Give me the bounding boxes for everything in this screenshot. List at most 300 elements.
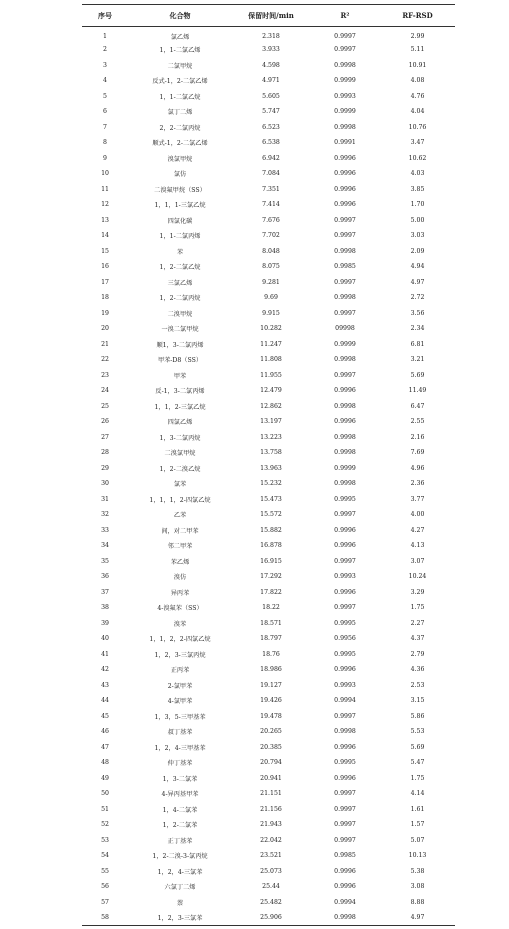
- table-row: [82, 554, 455, 570]
- cell-rf-rsd: 2.09: [410, 247, 425, 255]
- cell-index: 1: [103, 33, 107, 40]
- cell-r-squared: 0.9996: [334, 743, 356, 751]
- cell-retention-time: 6.942: [262, 154, 280, 162]
- table-row: [82, 616, 455, 632]
- cell-rf-rsd: 10.76: [408, 123, 427, 131]
- cell-index: 22: [101, 356, 109, 364]
- table-row: [82, 569, 455, 585]
- table-row: [82, 864, 455, 880]
- table-row: [82, 724, 455, 740]
- table-row: [82, 383, 455, 399]
- cell-compound: 溴氯甲烷: [167, 155, 193, 163]
- cell-rf-rsd: 3.21: [410, 356, 425, 364]
- cell-compound: 1，1-二氯丙烯: [159, 233, 201, 241]
- cell-r-squared: 0.9993: [334, 573, 356, 581]
- cell-r-squared: 0.9997: [334, 278, 356, 286]
- cell-index: 55: [101, 867, 109, 875]
- cell-index: 2: [103, 46, 107, 54]
- table-row: [82, 879, 455, 895]
- cell-r-squared: 0.9998: [334, 480, 356, 488]
- cell-r-squared: 0.9997: [334, 790, 356, 798]
- table-row: [82, 290, 455, 306]
- table-row: [82, 693, 455, 709]
- cell-index: 58: [82, 910, 128, 926]
- cell-compound: 2-氯甲苯: [167, 682, 193, 690]
- cell-compound: 1，1，1-三氯乙烷: [154, 202, 206, 210]
- table-row: [82, 476, 455, 492]
- cell-retention-time: 23.521: [260, 852, 282, 860]
- cell-rf-rsd: 1.75: [410, 604, 425, 612]
- cell-index: 26: [101, 418, 109, 426]
- cell-r-squared: 0.9997: [334, 216, 356, 224]
- cell-compound: 邻二甲苯: [167, 543, 193, 551]
- cell-rf-rsd: 10.91: [408, 61, 427, 69]
- cell-compound: 甲苯: [173, 372, 187, 380]
- cell-r-squared: 0.9996: [334, 774, 356, 782]
- cell-rf-rsd: 2.79: [410, 650, 425, 658]
- cell-r-squared: 0.9998: [334, 123, 356, 131]
- cell-rf-rsd: 3.08: [410, 883, 425, 891]
- cell-r-squared: 0.9993: [334, 681, 356, 689]
- cell-retention-time: 21.151: [260, 790, 282, 798]
- cell-index: 50: [101, 790, 109, 798]
- cell-retention-time: 13.963: [260, 464, 282, 472]
- cell-compound: 氯仿: [173, 171, 187, 179]
- cell-retention-time: 25.44: [262, 883, 280, 891]
- cell-index: 12: [101, 201, 109, 209]
- cell-compound: 二溴氯甲烷: [164, 450, 196, 458]
- cell-compound: 溴仿: [173, 574, 187, 582]
- table-row: [82, 321, 455, 337]
- cell-rf-rsd: 2.72: [410, 294, 425, 302]
- cell-compound: 溴苯: [173, 620, 187, 628]
- cell-retention-time: 20.265: [260, 728, 282, 736]
- table-row: [82, 213, 455, 229]
- cell-rf-rsd: 5.07: [410, 836, 425, 844]
- cell-retention-time: 16.878: [260, 542, 282, 550]
- table-row: [82, 585, 455, 601]
- cell-r-squared: 0.9985: [334, 852, 356, 860]
- cell-r-squared: 0.9997: [334, 604, 356, 612]
- cell-compound: 氯乙烯: [170, 34, 190, 41]
- table-row: [82, 259, 455, 275]
- cell-index: 44: [101, 697, 109, 705]
- document-page: [82, 4, 455, 926]
- cell-rf-rsd: 4.13: [410, 542, 425, 550]
- cell-rf-rsd: 5.11: [410, 46, 425, 54]
- cell-compound: 1，2-二溴乙烷: [159, 465, 201, 473]
- cell-r-squared: 0.9994: [334, 697, 356, 705]
- cell-retention-time: 17.292: [260, 573, 282, 581]
- cell-compound: 二溴甲烷: [167, 310, 193, 318]
- cell-compound: 1，2-二溴-3-氯丙烷: [152, 853, 208, 861]
- cell-r-squared: 0.9985: [334, 263, 356, 271]
- cell-index: 49: [101, 774, 109, 782]
- header-rf-rsd: RF-RSD: [380, 5, 455, 27]
- cell-retention-time: 21.943: [260, 821, 282, 829]
- table-row: [82, 151, 455, 167]
- cell-r-squared: 0.9996: [334, 387, 356, 395]
- table-row: [82, 275, 455, 291]
- cell-index: 9: [103, 154, 107, 162]
- cell-index: 40: [101, 635, 109, 643]
- cell-compound: 1，3，5-三甲基苯: [154, 713, 206, 721]
- cell-r-squared: 0.9999: [334, 108, 356, 116]
- cell-rf-rsd: 3.85: [410, 185, 425, 193]
- cell-r-squared: 0.9998: [334, 61, 356, 69]
- cell-rf-rsd: 2.99: [410, 33, 425, 40]
- cell-r-squared: 0.9997: [334, 33, 356, 40]
- cell-r-squared: 0.9996: [334, 588, 356, 596]
- cell-index: 34: [101, 542, 109, 550]
- cell-compound: 2，2-二氯丙烷: [159, 124, 201, 132]
- cell-retention-time: 13.223: [260, 433, 282, 441]
- table-row: [82, 352, 455, 368]
- cell-index: 7: [103, 123, 107, 131]
- cell-retention-time: 5.747: [262, 108, 280, 116]
- cell-compound: 顺式-1，2-二氯乙烯: [152, 140, 208, 148]
- cell-compound: 异丙苯: [170, 589, 190, 597]
- cell-retention-time: 6.523: [262, 123, 280, 131]
- cell-r-squared: 0.9998: [334, 247, 356, 255]
- cell-compound: 反式-1，2-二氯乙烯: [152, 78, 208, 86]
- cell-index: 4: [103, 77, 107, 85]
- cell-retention-time: 18.986: [260, 666, 282, 674]
- cell-retention-time: 19.426: [260, 697, 282, 705]
- cell-rf-rsd: 3.07: [410, 557, 425, 565]
- cell-retention-time: 11.955: [260, 371, 282, 379]
- cell-r-squared: 0.9956: [334, 635, 356, 643]
- table-row: [82, 58, 455, 74]
- cell-rf-rsd: 3.15: [410, 697, 425, 705]
- cell-retention-time: 20.941: [260, 774, 282, 782]
- cell-retention-time: 8.075: [262, 263, 280, 271]
- cell-rf-rsd: 4.14: [410, 790, 425, 798]
- cell-index: 57: [101, 898, 109, 906]
- cell-index: 14: [101, 232, 109, 240]
- table-row: [82, 740, 455, 756]
- cell-retention-time: 7.414: [262, 201, 280, 209]
- table-row: [82, 678, 455, 694]
- cell-index: 23: [101, 371, 109, 379]
- cell-rf-rsd: 4.03: [410, 170, 425, 178]
- cell-retention-time: 15.473: [260, 495, 282, 503]
- cell-r-squared: 0.9996: [334, 185, 356, 193]
- table-row: [82, 306, 455, 322]
- cell-r-squared: 0.9996: [334, 883, 356, 891]
- table-row: [82, 833, 455, 849]
- cell-rf-rsd: 8.88: [410, 898, 425, 906]
- cell-retention-time: 9.281: [262, 278, 280, 286]
- table-row: [82, 817, 455, 833]
- cell-compound: 叔丁基苯: [167, 729, 193, 737]
- cell-index: 43: [101, 681, 109, 689]
- cell-compound: 反-1，3-二氯丙烯: [155, 388, 205, 396]
- cell-compound: 乙苯: [173, 512, 187, 520]
- cell-index: 24: [101, 387, 109, 395]
- cell-index: 25: [101, 402, 109, 410]
- cell-compound: 正丙苯: [170, 667, 190, 675]
- cell-compound: 1，2，3-三氯丙烷: [154, 651, 206, 659]
- cell-r-squared: 0.9997: [334, 232, 356, 240]
- header-index: 序号: [82, 5, 128, 27]
- cell-index: 42: [101, 666, 109, 674]
- cell-r-squared: 0.9994: [334, 898, 356, 906]
- cell-rf-rsd: 4.97: [410, 278, 425, 286]
- cell-rf-rsd: 6.81: [410, 340, 425, 348]
- cell-index: 31: [101, 495, 109, 503]
- table-row: [82, 27, 455, 43]
- cell-r-squared: 0.9995: [334, 619, 356, 627]
- cell-retention-time: 9.69: [264, 294, 278, 302]
- table-row: [82, 399, 455, 415]
- cell-retention-time: 4.971: [262, 77, 280, 85]
- table-row: [82, 445, 455, 461]
- cell-index: 21: [101, 340, 109, 348]
- cell-rf-rsd: 4.00: [410, 511, 425, 519]
- cell-r-squared: 0.9997: [334, 712, 356, 720]
- cell-rf-rsd: 10.24: [408, 573, 427, 581]
- cell-r-squared: 0.9996: [334, 867, 356, 875]
- table-row: [82, 647, 455, 663]
- cell-r-squared: 0.9996: [334, 201, 356, 209]
- cell-compound: 正丁基苯: [167, 837, 193, 845]
- cell-retention-time: 10.282: [260, 325, 282, 333]
- cell-r-squared: 0.9996: [334, 526, 356, 534]
- table-row: [82, 197, 455, 213]
- cell-rf-rsd: 3.29: [410, 588, 425, 596]
- cell-retention-time: 19.478: [260, 712, 282, 720]
- cell-retention-time: 12.479: [260, 387, 282, 395]
- cell-retention-time: 18.571: [260, 619, 282, 627]
- cell-index: 39: [101, 619, 109, 627]
- cell-compound: 苯乙烯: [170, 558, 190, 566]
- cell-compound: 1，1-二氯乙烷: [159, 93, 201, 101]
- cell-r-squared: 0.9995: [334, 495, 356, 503]
- cell-r-squared: 0.9998: [334, 433, 356, 441]
- table-row: [82, 42, 455, 58]
- cell-retention-time: 19.127: [260, 681, 282, 689]
- table-row: [82, 337, 455, 353]
- cell-index: 13: [101, 216, 109, 224]
- cell-index: 8: [103, 139, 107, 147]
- cell-rf-rsd: 3.77: [410, 495, 425, 503]
- cell-rf-rsd: 2.27: [410, 619, 425, 627]
- cell-rf-rsd: 4.37: [410, 635, 425, 643]
- cell-rf-rsd: 5.53: [410, 728, 425, 736]
- cell-r-squared: 0.9996: [334, 418, 356, 426]
- cell-r-squared: 0.9997: [334, 46, 356, 54]
- cell-compound: 四氯乙烯: [167, 419, 193, 427]
- cell-r-squared: 0.9998: [334, 402, 356, 410]
- cell-rf-rsd: 2.53: [410, 681, 425, 689]
- cell-r-squared: 0.9998: [334, 728, 356, 736]
- cell-index: 56: [101, 883, 109, 891]
- table-row: [82, 89, 455, 105]
- table-row: [82, 662, 455, 678]
- table-row: [82, 895, 455, 911]
- cell-compound: 顺1，3-二氯丙烯: [156, 341, 204, 349]
- table-row: [82, 600, 455, 616]
- table-row: [82, 166, 455, 182]
- cell-retention-time: 7.351: [262, 185, 280, 193]
- cell-rf-rsd: 5.69: [410, 371, 425, 379]
- cell-compound: 1，2-二氯乙烷: [159, 264, 201, 272]
- cell-retention-time: 15.232: [260, 480, 282, 488]
- cell-retention-time: 16.915: [260, 557, 282, 565]
- table-body: [82, 27, 455, 926]
- table-row: [82, 802, 455, 818]
- cell-r-squared: 0.9996: [334, 154, 356, 162]
- cell-retention-time: 17.822: [260, 588, 282, 596]
- cell-rf-rsd: 1.70: [410, 201, 425, 209]
- cell-index: 35: [101, 557, 109, 565]
- cell-index: 28: [101, 449, 109, 457]
- cell-index: 30: [101, 480, 109, 488]
- cell-compound: 1，2-二氯苯: [162, 822, 198, 830]
- cell-retention-time: 15.882: [260, 526, 282, 534]
- cell-rf-rsd: 5.47: [410, 759, 425, 767]
- cell-index: 32: [101, 511, 109, 519]
- cell-index: 36: [101, 573, 109, 581]
- table-row: [82, 368, 455, 384]
- cell-retention-time: 11.808: [260, 356, 282, 364]
- table-row: [82, 786, 455, 802]
- cell-retention-time: 11.247: [260, 340, 282, 348]
- cell-index: 51: [101, 805, 109, 813]
- cell-index: 46: [101, 728, 109, 736]
- cell-compound: 4-异丙基甲苯: [161, 791, 199, 799]
- cell-retention-time: 3.933: [262, 46, 280, 54]
- cell-index: 3: [103, 61, 107, 69]
- cell-retention-time: 7.676: [262, 216, 280, 224]
- cell-rf-rsd: 3.03: [410, 232, 425, 240]
- cell-r-squared: 0.9998: [310, 910, 380, 926]
- cell-compound: 4-氯甲苯: [167, 698, 193, 706]
- cell-rf-rsd: 4.04: [410, 108, 425, 116]
- cell-index: 29: [101, 464, 109, 472]
- cell-retention-time: 25.073: [260, 867, 282, 875]
- cell-retention-time: 18.797: [260, 635, 282, 643]
- cell-r-squared: 0.9997: [334, 309, 356, 317]
- cell-rf-rsd: 2.16: [410, 433, 425, 441]
- cell-rf-rsd: 1.61: [410, 805, 425, 813]
- cell-retention-time: 4.598: [262, 61, 280, 69]
- results-table: [82, 4, 455, 926]
- cell-index: 33: [101, 526, 109, 534]
- cell-rf-rsd: 6.47: [410, 402, 425, 410]
- cell-r-squared: 0.9999: [334, 340, 356, 348]
- cell-index: 38: [101, 604, 109, 612]
- cell-rf-rsd: 4.27: [410, 526, 425, 534]
- cell-compound: 二氯甲烷: [167, 62, 193, 70]
- cell-retention-time: 13.197: [260, 418, 282, 426]
- cell-rf-rsd: 10.62: [408, 154, 427, 162]
- cell-retention-time: 6.538: [262, 139, 280, 147]
- cell-compound: 甲苯-D8（SS）: [157, 357, 203, 365]
- table-row: [82, 771, 455, 787]
- table-row: [82, 631, 455, 647]
- cell-rf-rsd: 5.00: [410, 216, 425, 224]
- table-row: [82, 538, 455, 554]
- cell-index: 19: [101, 309, 109, 317]
- cell-retention-time: 18.22: [262, 604, 280, 612]
- cell-index: 18: [101, 294, 109, 302]
- cell-rf-rsd: 5.38: [410, 867, 425, 875]
- cell-compound: 六氯丁二烯: [164, 884, 196, 892]
- cell-rf-rsd: 4.08: [410, 77, 425, 85]
- cell-retention-time: 22.042: [260, 836, 282, 844]
- cell-r-squared: 0.9997: [334, 371, 356, 379]
- cell-retention-time: 2.318: [262, 33, 280, 40]
- table-row: [82, 492, 455, 508]
- table-row: [82, 523, 455, 539]
- cell-rf-rsd: 2.34: [410, 325, 425, 333]
- cell-compound: 1，4-二氯苯: [162, 806, 198, 814]
- cell-index: 6: [103, 108, 107, 116]
- cell-rf-rsd: 4.96: [410, 464, 425, 472]
- cell-index: 27: [101, 433, 109, 441]
- cell-rf-rsd: 3.56: [410, 309, 425, 317]
- cell-r-squared: 0.9997: [334, 836, 356, 844]
- cell-retention-time: 18.76: [262, 650, 280, 658]
- cell-retention-time: 12.862: [260, 402, 282, 410]
- cell-compound: 1，1，1，2-四氯乙烷: [149, 496, 211, 504]
- cell-compound: 4-溴氟苯（SS）: [157, 605, 203, 613]
- table-row: [82, 228, 455, 244]
- cell-rf-rsd: 4.94: [410, 263, 425, 271]
- cell-compound: 一溴二氯甲烷: [161, 326, 199, 334]
- cell-rf-rsd: 3.47: [410, 139, 425, 147]
- cell-rf-rsd: 11.49: [408, 387, 427, 395]
- cell-r-squared: 0.9997: [334, 511, 356, 519]
- cell-compound: 间，对二甲苯: [161, 527, 199, 535]
- cell-rf-rsd: 10.13: [408, 852, 427, 860]
- table-row: [82, 73, 455, 89]
- cell-index: 11: [101, 185, 109, 193]
- cell-r-squared: 0.9998: [334, 356, 356, 364]
- cell-compound: 1，2，3-三氯苯: [128, 910, 232, 926]
- cell-r-squared: 0.9996: [334, 170, 356, 178]
- cell-rf-rsd: 2.36: [410, 480, 425, 488]
- cell-rf-rsd: 1.75: [410, 774, 425, 782]
- cell-compound: 四氯化碳: [167, 217, 193, 225]
- cell-compound: 1，1，2-三氯乙烷: [154, 403, 206, 411]
- table-row: [82, 709, 455, 725]
- cell-retention-time: 7.084: [262, 170, 280, 178]
- cell-retention-time: 21.156: [260, 805, 282, 813]
- table-row: [82, 414, 455, 430]
- cell-compound: 苯: [176, 248, 184, 256]
- cell-rf-rsd: 4.97: [380, 910, 455, 926]
- cell-rf-rsd: 1.57: [410, 821, 425, 829]
- cell-retention-time: 20.794: [260, 759, 282, 767]
- cell-index: 10: [101, 170, 109, 178]
- cell-compound: 氯苯: [173, 481, 187, 489]
- cell-retention-time: 25.906: [232, 910, 310, 926]
- table-row: [82, 910, 455, 926]
- cell-retention-time: 15.572: [260, 511, 282, 519]
- cell-compound: 二溴氟甲烷（SS）: [154, 186, 206, 194]
- cell-index: 48: [101, 759, 109, 767]
- cell-r-squared: 0.9996: [334, 666, 356, 674]
- table-row: [82, 461, 455, 477]
- table-row: [82, 104, 455, 120]
- cell-r-squared: 0.9991: [334, 139, 356, 147]
- cell-rf-rsd: 5.86: [410, 712, 425, 720]
- cell-r-squared: 0.9995: [334, 650, 356, 658]
- header-row: [82, 5, 455, 27]
